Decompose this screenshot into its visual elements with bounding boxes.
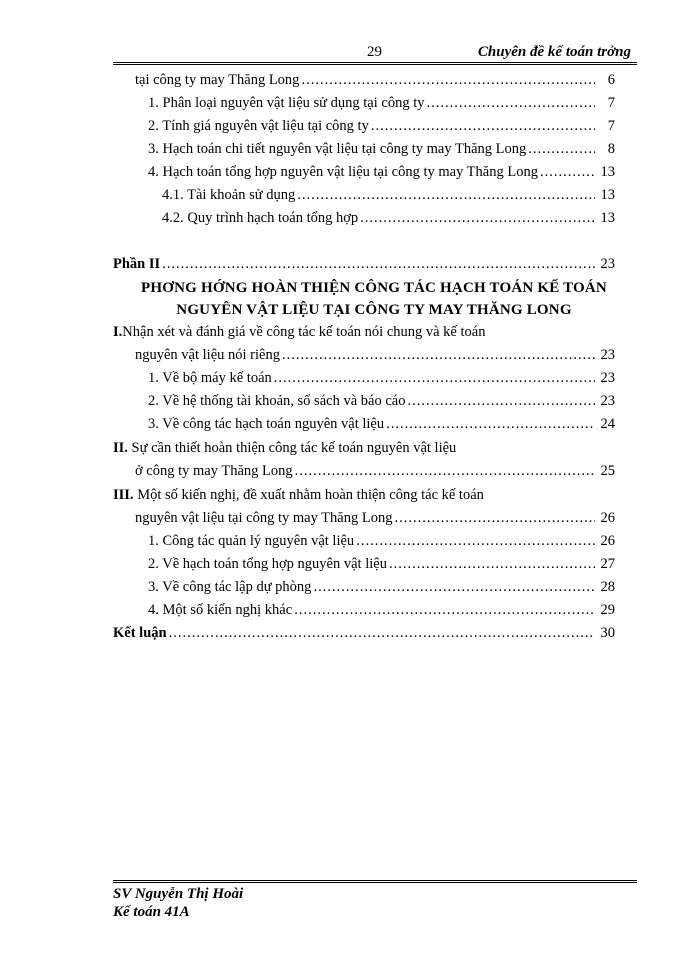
toc-leader — [426, 93, 595, 113]
part2-heading-line1: PHƠNG HỚNG HOÀN THIỆN CÔNG TÁC HẠCH TOÁN KẾ TOÁN — [141, 280, 607, 296]
toc-page: 28 — [600, 579, 615, 595]
toc-page: 29 — [600, 602, 615, 618]
toc-leader — [297, 185, 595, 205]
toc-leader — [528, 139, 595, 159]
page-header — [113, 44, 635, 64]
toc-page: 8 — [607, 141, 615, 157]
toc-label: 3. Về công tác lập dự phòng — [148, 579, 312, 595]
toc-entry[interactable] — [148, 391, 615, 411]
toc-label: 2. Về hạch toán tổng hợp nguyên vật liệu — [148, 556, 387, 572]
toc-page: 23 — [600, 256, 615, 272]
toc-label: 4. Một số kiến nghị khác — [148, 602, 293, 618]
toc-page: 13 — [600, 164, 615, 180]
toc-label: 1. Phân loại nguyên vật liệu sử dụng tại công ty — [148, 95, 425, 111]
toc-entry[interactable] — [162, 185, 615, 205]
toc-entry[interactable] — [148, 116, 615, 136]
toc-leader — [295, 461, 595, 481]
page-number: 29 — [367, 44, 382, 60]
header-rule — [113, 62, 637, 65]
toc-leader — [356, 531, 595, 551]
section-number: I. — [113, 324, 123, 340]
toc-entry[interactable] — [162, 208, 615, 228]
section-title[interactable] — [113, 438, 456, 458]
section-title[interactable] — [113, 485, 484, 505]
toc-leader — [282, 345, 595, 365]
toc-label: 4.1. Tài khoản sử dụng — [162, 187, 296, 203]
toc-label: 3. Về công tác hạch toán nguyên vật liệu — [148, 416, 385, 432]
toc-leader — [386, 414, 595, 434]
toc-entry[interactable] — [148, 368, 615, 388]
toc-leader — [313, 577, 595, 597]
toc-label: 3. Hạch toán chi tiết nguyên vật liệu tại công ty may Thăng Long — [148, 141, 527, 157]
header-title: Chuyên đề kế toán trởng — [477, 44, 631, 60]
toc-leader — [274, 368, 595, 388]
toc-label: Phần II — [113, 256, 161, 272]
toc-entry[interactable] — [148, 554, 615, 574]
toc-page: 7 — [607, 118, 615, 134]
toc-page: 13 — [600, 187, 615, 203]
toc-page: 26 — [600, 533, 615, 549]
toc-page: 25 — [600, 463, 615, 479]
toc-leader — [301, 70, 595, 90]
toc-entry[interactable] — [148, 531, 615, 551]
section-text: Một số kiến nghị, đề xuất nhằm hoàn thiện công tác kế toán — [133, 487, 484, 503]
toc-label: 1. Công tác quản lý nguyên vật liệu — [148, 533, 355, 549]
toc-label: 1. Về bộ máy kế toán — [148, 370, 272, 386]
toc-label: 2. Về hệ thống tài khoản, sổ sách và báo cáo — [148, 393, 406, 409]
toc-page: 13 — [600, 210, 615, 226]
toc-leader — [371, 116, 595, 136]
toc-page: 24 — [600, 416, 615, 432]
toc-label: ở công ty may Thăng Long — [135, 463, 293, 479]
part2-heading-line2: NGUYÊN VẬT LIỆU TẠI CÔNG TY MAY THĂNG LONG — [176, 302, 572, 318]
toc-leader — [407, 391, 595, 411]
toc-label: Kết luận — [113, 625, 167, 641]
toc-leader — [540, 162, 595, 182]
toc-entry[interactable] — [135, 508, 615, 528]
toc-label: 4.2. Quy trình hạch toán tổng hợp — [162, 210, 359, 226]
toc-entry[interactable] — [148, 93, 615, 113]
toc-page: 23 — [600, 347, 615, 363]
toc-entry[interactable] — [148, 414, 615, 434]
toc-entry[interactable] — [148, 139, 615, 159]
toc-entry[interactable] — [148, 577, 615, 597]
toc-leader — [360, 208, 595, 228]
section-number: III. — [113, 487, 134, 503]
toc-entry[interactable] — [148, 162, 615, 182]
toc-entry[interactable] — [135, 461, 615, 481]
toc-entry-part2[interactable] — [113, 254, 615, 274]
toc-entry[interactable] — [135, 70, 615, 90]
footer-class: Kế toán 41A — [113, 904, 190, 920]
toc-leader — [389, 554, 595, 574]
toc-entry[interactable] — [135, 345, 615, 365]
toc-page: 23 — [600, 393, 615, 409]
toc-page: 6 — [607, 72, 615, 88]
toc-page: 30 — [600, 625, 615, 641]
section-title[interactable] — [113, 322, 485, 342]
toc-label: 4. Hạch toán tổng hợp nguyên vật liệu tại công ty may Thăng Long — [148, 164, 538, 180]
toc-page: 7 — [607, 95, 615, 111]
toc-leader — [162, 254, 595, 274]
section-text: Nhận xét và đánh giá về công tác kế toán nói chung và kế toán — [122, 324, 486, 340]
toc-label: 2. Tính giá nguyên vật liệu tại công ty — [148, 118, 369, 134]
toc-page: 27 — [600, 556, 615, 572]
footer-student-name: SV Nguyễn Thị Hoài — [113, 886, 244, 902]
toc-page: 23 — [600, 370, 615, 386]
footer-rule — [113, 880, 637, 883]
toc-leader — [294, 600, 595, 620]
toc-leader — [169, 623, 595, 643]
toc-label: nguyên vật liệu nói riêng — [135, 347, 280, 363]
toc-page: 26 — [600, 510, 615, 526]
toc-label: nguyên vật liệu tại công ty may Thăng Long — [135, 510, 393, 526]
section-number: II. — [113, 440, 128, 456]
toc-entry-conclusion[interactable] — [113, 623, 615, 643]
toc-entry[interactable] — [148, 600, 615, 620]
section-text: Sự cần thiết hoàn thiện công tác kế toán nguyên vật liệu — [127, 440, 457, 456]
toc-leader — [394, 508, 595, 528]
toc-label: tại công ty may Thăng Long — [135, 72, 300, 88]
